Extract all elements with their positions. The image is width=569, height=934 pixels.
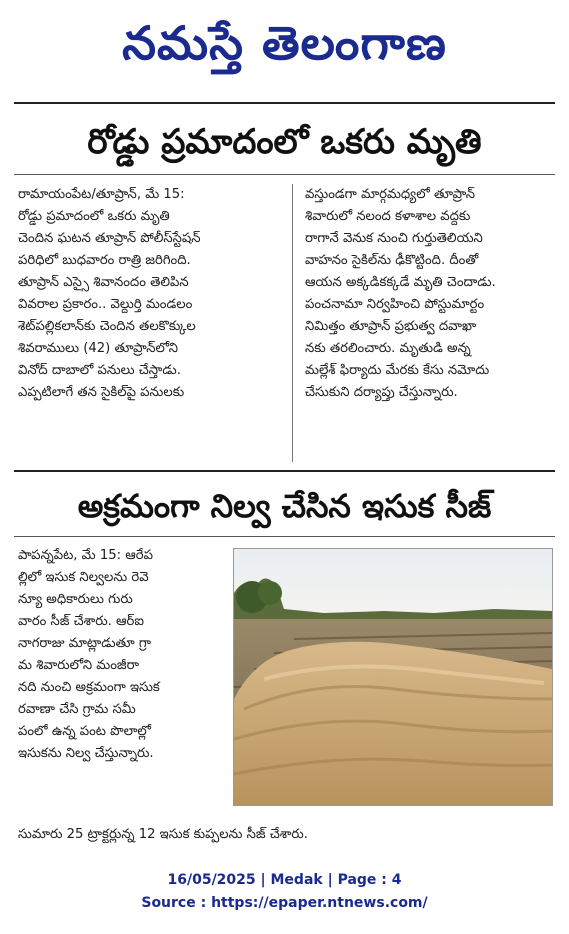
footer-edition-info: 16/05/2025 | Medak | Page : 4	[167, 872, 402, 888]
article1-col1-line: చెందిన ఘటన తూప్రాన్ పోలీస్‌స్టేషన్	[18, 231, 201, 246]
article1-col2-line: చేసుకుని దర్యాప్తు చేస్తున్నారు.	[305, 385, 458, 400]
article1-headline: రోడ్డు ప్రమాదంలో ఒకరు మృతి	[87, 122, 482, 162]
article2-line: పంలో ఉన్న పంట పొలాల్లో	[18, 724, 151, 739]
article1-column-1	[18, 184, 280, 404]
article1-col2-line: మల్లేశ్ ఫిర్యాదు మేరకు కేసు నమోదు	[305, 363, 490, 378]
article2-headline: అక్రమంగా నిల్వ చేసిన ఇసుక సీజ్	[77, 487, 492, 525]
article2-closing-line: సుమారు 25 ట్రాక్టర్లున్న 12 ఇసుక కుప్పలను సీజ్ చేశారు.	[18, 827, 308, 842]
article1-col2-line: నకు తరలించారు. మృతుడి అన్న	[305, 341, 471, 356]
article1-col1-line: రోడ్డు ప్రమాదంలో ఒకరు మృతి	[18, 209, 170, 224]
article1-col1-line: శివరాములు (42) తూప్రాన్‌లోని	[18, 341, 178, 356]
masthead-divider	[14, 102, 555, 104]
article1-col1-line: రామాయంపేట/తూప్రాన్, మే 15:	[18, 187, 185, 202]
article1-col1-line: వినోద్ దాబాలో పనులు చేస్తాడు.	[18, 363, 181, 378]
article2-line: రవాణా చేసి గ్రామ సమీ	[18, 702, 136, 717]
article2-line: ల్లిలో ఇసుక నిల్వలను రెవె	[18, 570, 149, 585]
article2-line: న్యూ అధికారులు గురు	[18, 592, 133, 607]
article1-col2-line: ఆయన అక్కడికక్కడే మృతి చెందాడు.	[305, 275, 496, 290]
article1-col2-line: రాగానే వెనుక నుంచి గుర్తుతెలియని	[305, 231, 483, 246]
article1-col1-line: పరిధిలో బుధవారం రాత్రి జరిగింది.	[18, 253, 191, 268]
sand-heap-photo	[233, 548, 553, 806]
article2-column	[18, 545, 230, 765]
article1-col1-line: శెట్‌పల్లికలాన్‌కు చెందిన తలకొక్కుల	[18, 319, 196, 334]
article2-line: మ శివారులోని మంజీరా	[18, 658, 139, 673]
newspaper-masthead: నమస్తే తెలంగాణ	[122, 16, 447, 70]
article2-line: ఇసుకను నిల్వ చేస్తున్నారు.	[18, 746, 154, 761]
article1-headline-rule	[14, 174, 555, 175]
article1-col2-line: వాహనం సైకిల్‌ను ఢీకొట్టింది. దీంతో	[305, 253, 479, 268]
article2-line: పాపన్నపేట, మే 15: ఆరేప	[18, 548, 153, 563]
article1-col2-line: శివారులో నలంద కళాశాల వద్దకు	[305, 209, 471, 224]
column-divider	[292, 184, 293, 462]
article2-line: నది నుంచి అక్రమంగా ఇసుక	[18, 680, 160, 695]
article1-col1-line: వివరాల ప్రకారం.. వెల్దుర్తి మండలం	[18, 297, 193, 312]
article1-col1-line: ఎప్పటిలాగే తన సైకిల్‌పై పనులకు	[18, 385, 185, 400]
footer-source-link[interactable]: Source : https://epaper.ntnews.com/	[141, 895, 428, 911]
article1-col1-line: తూప్రాన్ ఎస్సై శివానందం తెలిపిన	[18, 275, 189, 290]
article1-col2-line: పంచనామా నిర్వహించి పోస్టుమార్టం	[305, 297, 485, 312]
article1-col2-line: వస్తుండగా మార్గమధ్యలో తూప్రాన్	[305, 187, 475, 202]
article2-headline-rule	[14, 536, 555, 537]
article1-column-2	[305, 184, 550, 404]
article2-line: వారం సీజ్ చేశారు. ఆర్ఐ	[18, 614, 144, 629]
article-separator	[14, 470, 555, 472]
article1-col2-line: నిమిత్తం తూప్రాన్ ప్రభుత్వ దవాఖా	[305, 319, 477, 334]
article2-line: నాగరాజు మాట్లాడుతూ గ్రా	[18, 636, 152, 651]
photo-tree	[258, 581, 282, 605]
